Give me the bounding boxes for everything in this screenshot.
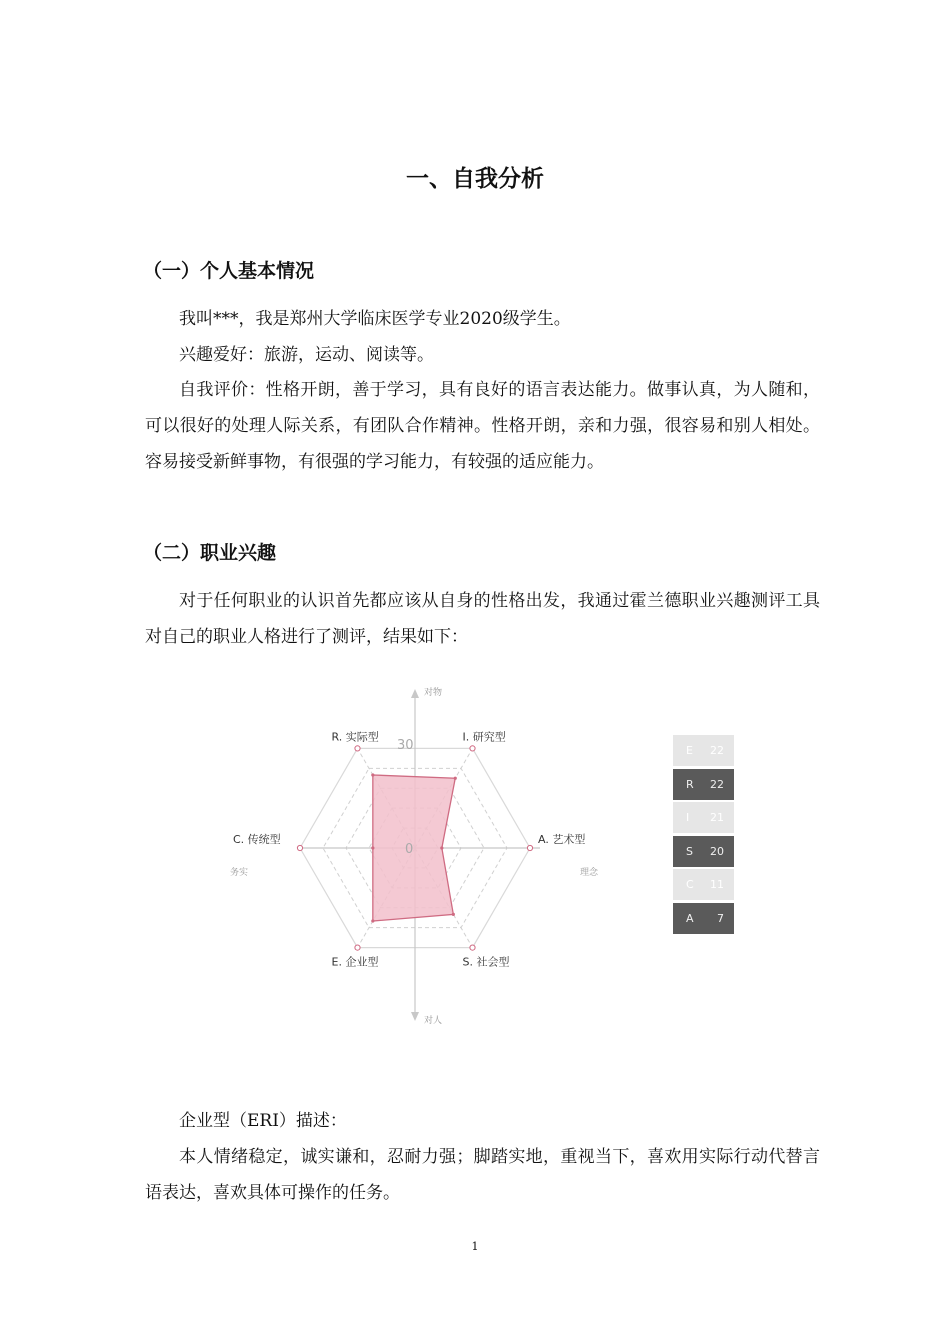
score-legend <box>673 735 734 937</box>
legend-row-C <box>673 869 734 900</box>
data-point-S <box>452 913 455 916</box>
data-point-R <box>371 773 374 776</box>
axis-label-S: S. 社会型 <box>462 955 510 969</box>
page-number: 1 <box>471 1240 479 1253</box>
section-title-basic-info: （一）个人基本情况 <box>143 260 315 282</box>
legend-code: A <box>686 911 694 925</box>
vertex-marker-E <box>355 945 360 950</box>
legend-row-I <box>673 802 734 833</box>
scale-min-label: 0 <box>405 842 414 857</box>
legend-value: 22 <box>710 777 724 791</box>
data-point-I <box>454 777 457 780</box>
vertex-marker-S <box>470 945 475 950</box>
data-point-A <box>440 846 443 849</box>
axis-label-A: A. 艺术型 <box>538 833 586 846</box>
vertex-marker-A <box>527 845 532 850</box>
axis-label-R: R. 实际型 <box>331 730 379 744</box>
arrow-up-icon <box>411 689 419 698</box>
legend-code: E <box>686 744 693 757</box>
legend-code: I <box>686 811 690 825</box>
legend-row-A <box>673 903 734 934</box>
legend-value: 20 <box>710 844 724 858</box>
direction-label-left: 务实 <box>230 868 249 878</box>
paragraph-hobbies: 兴趣爱好：旅游，运动、阅读等。 <box>179 345 434 365</box>
page-title: 一、自我分析 <box>406 166 544 192</box>
legend-row-R <box>673 769 734 800</box>
vertex-marker-R <box>355 746 360 751</box>
axis-label-I: I. 研究型 <box>462 730 506 744</box>
direction-label-top: 对物 <box>424 688 443 698</box>
legend-value: 7 <box>717 911 724 925</box>
axis-label-C: C. 传统型 <box>233 833 281 846</box>
data-point-C <box>371 846 374 849</box>
paragraph-self-evaluation: 自我评价：性格开朗，善于学习，具有良好的语言表达能力。做事认真，为人随和，可以很好的处理人际关系，有团队合作精神。性格开朗，亲和力强，很容易和别人相处。容易接受新鲜事物，有很强的学习能力，有较强的适应能力。 <box>145 380 820 472</box>
description-title: 企业型（ERI）描述： <box>179 1111 347 1131</box>
scale-max-label: 30 <box>397 738 414 753</box>
paragraph-name: 我叫***，我是郑州大学临床医学专业2020级学生。 <box>179 309 571 329</box>
legend-code: S <box>686 844 693 858</box>
legend-value: 11 <box>710 878 724 892</box>
legend-value: 22 <box>710 744 724 757</box>
direction-label-right: 理念 <box>580 868 599 878</box>
legend-code: C <box>686 878 694 892</box>
legend-row-S <box>673 836 734 867</box>
holland-radar-chart <box>210 680 630 1030</box>
legend-code: R <box>686 777 694 791</box>
data-point-E <box>371 919 374 922</box>
section-title-career-interest: （二）职业兴趣 <box>143 542 277 564</box>
axis-label-E: E. 企业型 <box>331 955 379 969</box>
description-text: 本人情绪稳定，诚实谦和，忍耐力强；脚踏实地，重视当下，喜欢用实际行动代替言语表达，喜欢具体可操作的任务。 <box>145 1147 820 1203</box>
legend-row-E <box>673 735 734 766</box>
arrow-down-icon <box>411 1012 419 1021</box>
paragraph-intro: 对于任何职业的认识首先都应该从自身的性格出发，我通过霍兰德职业兴趣测评工具对自己的职业人格进行了测评，结果如下： <box>145 591 820 647</box>
direction-label-bottom: 对人 <box>424 1016 443 1026</box>
vertex-marker-I <box>470 746 475 751</box>
legend-value: 21 <box>710 811 724 825</box>
vertex-marker-C <box>297 845 302 850</box>
